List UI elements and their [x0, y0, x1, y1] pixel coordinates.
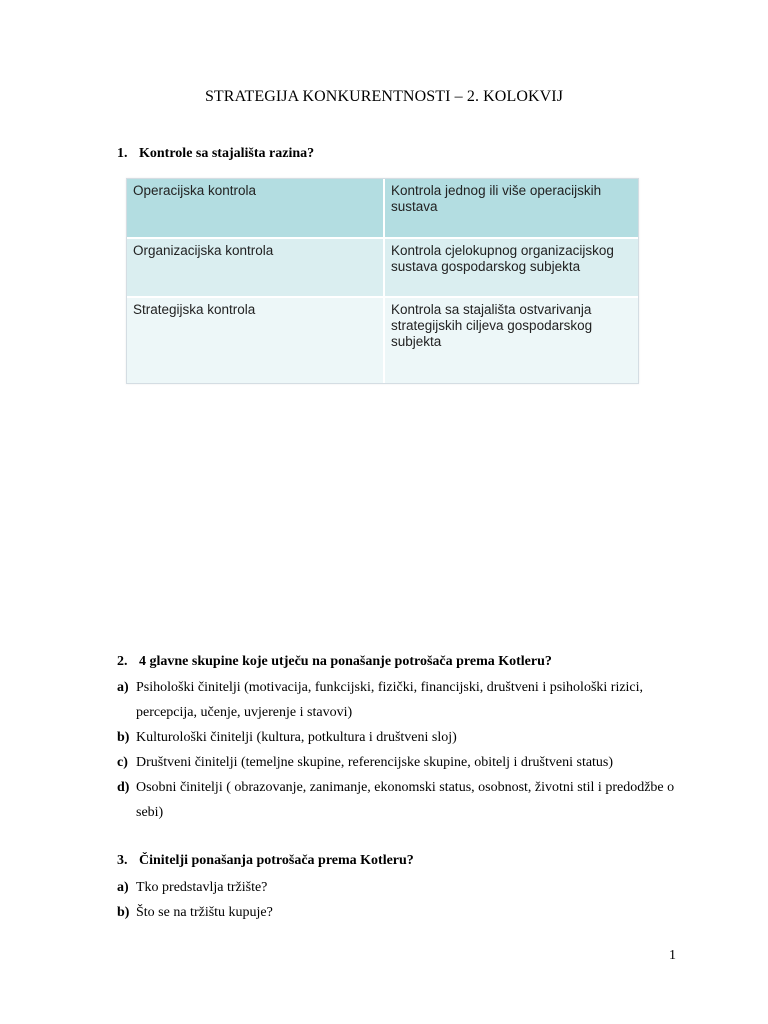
table-cell-description: Kontrola jednog ili više operacijskih sustava	[383, 179, 638, 237]
list-item	[117, 775, 677, 825]
list-item-letter: a)	[117, 880, 129, 895]
list-item-letter: c)	[117, 755, 128, 770]
table-cell-level: Strategijska kontrola	[133, 302, 256, 317]
controls-table	[126, 178, 639, 384]
table-row	[127, 179, 638, 237]
list-item-text: Osobni činitelji ( obrazovanje, zanimanje, ekonomski status, osobnost, životni stil i predodžbe o sebi)	[136, 780, 675, 820]
question-1	[117, 146, 314, 162]
question-3	[117, 853, 414, 869]
list-item	[117, 725, 677, 750]
question-2-answer-list	[117, 675, 677, 825]
list-item-text: Društveni činitelji (temeljne skupine, referencijske skupine, obitelj i društveni status)	[136, 755, 614, 770]
list-item-letter: d)	[117, 780, 130, 795]
question-1-text: Kontrole sa stajališta razina?	[139, 146, 315, 161]
table-row	[127, 237, 638, 296]
list-item-text: Psihološki činitelji (motivacija, funkcijski, fizički, financijski, društveni i psihološki rizici, percepcija, učenje, uvjerenje i stavovi)	[136, 680, 644, 720]
list-item-text: Tko predstavlja tržište?	[136, 880, 268, 895]
list-item	[117, 875, 677, 900]
page-number: 1	[669, 948, 676, 963]
page-title: STRATEGIJA KONKURENTNOSTI – 2. KOLOKVIJ	[204, 88, 564, 105]
list-item-text: Kulturološki činitelji (kultura, potkultura i društveni sloj)	[136, 730, 457, 745]
question-2-text: 4 glavne skupine koje utječu na ponašanje potrošača prema Kotleru?	[139, 654, 552, 669]
question-3-number: 3.	[117, 853, 128, 868]
table-row	[127, 296, 638, 383]
question-3-text: Činitelji ponašanja potrošača prema Kotleru?	[139, 853, 414, 868]
question-3-answer-list	[117, 875, 677, 925]
list-item	[117, 750, 677, 775]
list-item-letter: b)	[117, 905, 130, 920]
list-item-text: Što se na tržištu kupuje?	[136, 905, 273, 920]
list-item	[117, 900, 677, 925]
table-cell-level: Organizacijska kontrola	[133, 243, 274, 258]
list-item	[117, 675, 677, 725]
list-item-letter: a)	[117, 680, 129, 695]
table-cell-description: Kontrola sa stajališta ostvarivanja strategijskih ciljeva gospodarskog subjekta	[383, 298, 638, 383]
list-item-letter: b)	[117, 730, 130, 745]
question-2-number: 2.	[117, 654, 128, 669]
table-cell-level: Operacijska kontrola	[133, 183, 257, 198]
question-2	[117, 654, 552, 670]
question-1-number: 1.	[117, 146, 128, 161]
table-cell-description: Kontrola cjelokupnog organizacijskog sustava gospodarskog subjekta	[383, 239, 638, 296]
